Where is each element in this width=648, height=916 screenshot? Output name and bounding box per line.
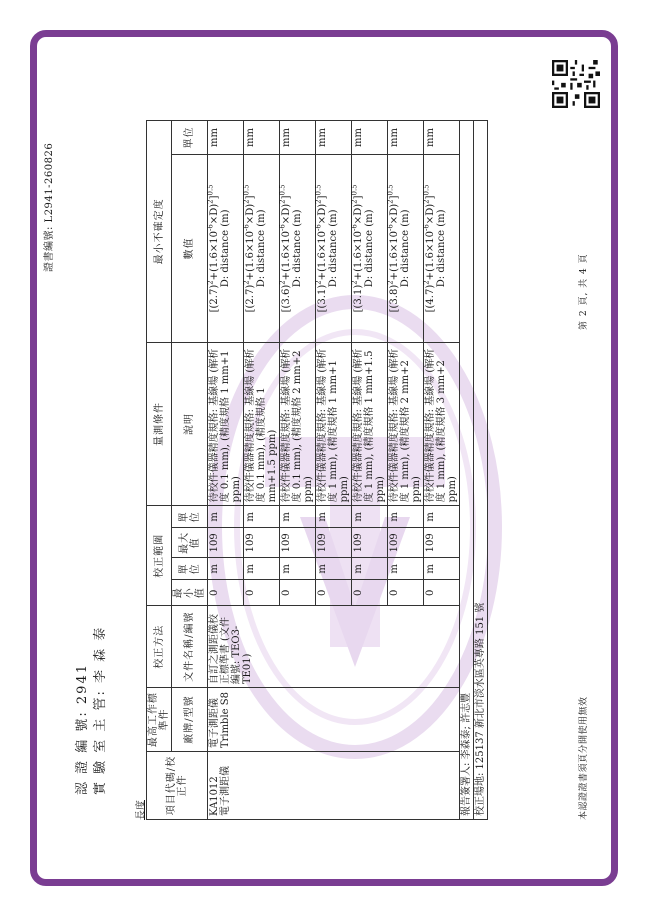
certificate-frame	[30, 30, 618, 886]
header-method-sub: 文件名稱/編號	[172, 606, 208, 688]
sup-half: 0.5	[314, 184, 323, 196]
max-value: 109	[280, 528, 316, 558]
uncertainty	[244, 155, 280, 343]
accreditation-number: 認 證 編 號: 2941	[75, 663, 90, 795]
sup-2: 2	[386, 280, 395, 285]
item-name: 電子測距儀	[220, 766, 231, 816]
category-underline	[144, 800, 145, 820]
sup-2: 2	[242, 280, 251, 285]
unc-b: +(1.6×10	[245, 231, 256, 281]
unc-c: ×D)	[209, 203, 220, 225]
uncertainty	[316, 155, 352, 343]
item-cell	[208, 752, 460, 820]
method-cell: 自訂之測距儀校正標準書 (文件編號: TEO3-TE01)	[208, 606, 460, 688]
max-value: 109	[424, 528, 460, 558]
header-max: 最大值	[172, 528, 208, 558]
unc-c: ×D)	[425, 203, 436, 225]
sup-2b: 2	[314, 199, 323, 204]
max-unit: m	[424, 506, 460, 528]
unc-dist: D: distance (m)	[292, 209, 303, 288]
max-unit: m	[316, 506, 352, 528]
site: 校正場地: 125137 新北市淡水區英專路 151 號	[474, 121, 488, 820]
unc-b: +(1.6×10	[317, 231, 328, 281]
sup-2: 2	[350, 280, 359, 285]
rotated-page	[34, 40, 608, 886]
sup-half: 0.5	[206, 184, 215, 196]
min-unit: m	[352, 558, 388, 580]
sup-2: 2	[422, 280, 431, 285]
max-unit: m	[352, 506, 388, 528]
uncertainty	[208, 155, 244, 343]
unc-c: ×D)	[317, 203, 328, 225]
unc-c: ×D)	[353, 203, 364, 225]
header-range: 校正範圍	[147, 506, 172, 606]
min-unit: m	[424, 558, 460, 580]
unc-d: ]	[281, 195, 292, 200]
condition: 待校件儀器精度規格: 基線場 (解析度 1 mm), (精度規格 2 mm+2 ppm)	[388, 342, 424, 506]
min-unit: m	[244, 558, 280, 580]
unc-dist: D: distance (m)	[328, 209, 339, 288]
header-cond-sub: 說明	[172, 342, 208, 506]
unc-unit: mm	[424, 121, 460, 155]
unc-c: ×D)	[389, 203, 400, 225]
max-value: 109	[244, 528, 280, 558]
unc-dist: D: distance (m)	[220, 209, 231, 288]
condition: 待校件儀器精度規格: 基線場 (解析度 0.1 mm), (精度規格 2 mm+2 ppm)	[280, 342, 316, 506]
condition: 待校件儀器精度規格: 基線場 (解析度 0.1 mm), (精度規格 1 mm+1.5 ppm)	[244, 342, 280, 506]
condition: 待校件儀器精度規格: 基線場 (解析度 0.1 mm), (精度規格 1 mm+1 ppm)	[208, 342, 244, 506]
sup-2: 2	[278, 280, 287, 285]
header-std-sub: 廠牌/型號	[172, 688, 208, 752]
qr-code-icon[interactable]	[552, 60, 600, 108]
unc-unit: mm	[316, 121, 352, 155]
sup-half: 0.5	[386, 184, 395, 196]
unc-c: ×D)	[281, 203, 292, 225]
unc-a: [(2.7)	[209, 284, 220, 313]
unc-d: ]	[389, 195, 400, 200]
unc-b: +(1.6×10	[281, 231, 292, 281]
sup-2b: 2	[242, 199, 251, 204]
min-value: 0	[352, 580, 388, 606]
unc-a: [(4.7)	[425, 284, 436, 313]
sup-2b: 2	[350, 199, 359, 204]
sup-neg6: -6	[422, 224, 431, 232]
min-value: 0	[280, 580, 316, 606]
header-std: 最高工作標準件	[147, 688, 172, 752]
uncertainty	[352, 155, 388, 343]
unc-a: [(3.8)	[389, 284, 400, 313]
unc-a: [(2.7)	[245, 284, 256, 313]
max-unit: m	[388, 506, 424, 528]
header-method: 校正方法	[147, 606, 172, 688]
uncertainty	[280, 155, 316, 343]
max-value: 109	[352, 528, 388, 558]
category-label: 長度	[136, 800, 147, 820]
std-cell: 電子測距儀 Trimble S8	[208, 688, 460, 752]
uncertainty	[388, 155, 424, 343]
unc-unit: mm	[280, 121, 316, 155]
max-value: 109	[388, 528, 424, 558]
condition: 待校件儀器精度規格: 基線場 (解析度 1 mm), (精度規格 1 mm+1.5 ppm)	[352, 342, 388, 506]
min-unit: m	[316, 558, 352, 580]
unc-d: ]	[317, 195, 328, 200]
unc-c: ×D)	[245, 203, 256, 225]
max-value: 109	[208, 528, 244, 558]
sup-neg6: -6	[386, 224, 395, 232]
unc-unit: mm	[352, 121, 388, 155]
max-unit: m	[280, 506, 316, 528]
bottom-note: 本認證證書須頁分開使用無效	[579, 696, 589, 820]
sup-neg6: -6	[350, 224, 359, 232]
sup-2b: 2	[422, 199, 431, 204]
min-value: 0	[208, 580, 244, 606]
sup-neg6: -6	[314, 224, 323, 232]
unc-a: [(3.6)	[281, 284, 292, 313]
unc-b: +(1.6×10	[425, 231, 436, 281]
sup-half: 0.5	[422, 184, 431, 196]
calibration-table	[146, 120, 488, 820]
unc-a: [(3.1)	[353, 284, 364, 313]
sup-neg6: -6	[242, 224, 251, 232]
certificate-number: 證書編號: L2941-260826	[44, 142, 55, 272]
unc-b: +(1.6×10	[209, 231, 220, 281]
unc-d: ]	[245, 195, 256, 200]
header-unit: 單位	[172, 558, 208, 580]
condition: 待校件儀器精度規格: 基線場 (解析度 1 mm), (精度規格 3 mm+2 ppm)	[424, 342, 460, 506]
min-unit: m	[208, 558, 244, 580]
condition: 待校件儀器精度規格: 基線場 (解析度 1 mm), (精度規格 1 mm+1 ppm)	[316, 342, 352, 506]
sup-2: 2	[314, 280, 323, 285]
unc-b: +(1.6×10	[353, 231, 364, 281]
max-unit: m	[208, 506, 244, 528]
min-value: 0	[388, 580, 424, 606]
unc-dist: D: distance (m)	[436, 209, 447, 288]
unc-unit: mm	[244, 121, 280, 155]
header-item: 項目代碼/校正件	[147, 752, 208, 820]
sup-half: 0.5	[278, 184, 287, 196]
sup-half: 0.5	[350, 184, 359, 196]
lab-head: 實 驗 室 主 管: 李 森 泰	[93, 625, 108, 795]
sup-2b: 2	[206, 199, 215, 204]
header-cond: 量測條件	[147, 342, 172, 506]
signatories: 報告簽署人: 李森泰; 許志豐	[460, 121, 474, 820]
uncertainty	[424, 155, 460, 343]
sup-neg6: -6	[206, 224, 215, 232]
sup-2b: 2	[278, 199, 287, 204]
header-unc: 最小不確定度	[147, 121, 172, 343]
min-unit: m	[388, 558, 424, 580]
sup-neg6: -6	[278, 224, 287, 232]
page-number: 第 2 頁, 共 4 頁	[579, 253, 589, 330]
unc-a: [(3.1)	[317, 284, 328, 313]
header-value: 數值	[172, 155, 208, 343]
header-unit2: 單位	[172, 506, 208, 528]
min-value: 0	[244, 580, 280, 606]
sup-2b: 2	[386, 199, 395, 204]
unc-unit: mm	[208, 121, 244, 155]
table-body	[208, 121, 460, 820]
min-value: 0	[424, 580, 460, 606]
sup-half: 0.5	[242, 184, 251, 196]
unc-d: ]	[425, 195, 436, 200]
max-value: 109	[316, 528, 352, 558]
unc-d: ]	[209, 195, 220, 200]
unc-d: ]	[353, 195, 364, 200]
unc-unit: mm	[388, 121, 424, 155]
table-row	[208, 121, 244, 820]
unc-dist: D: distance (m)	[400, 209, 411, 288]
min-value: 0	[316, 580, 352, 606]
max-unit: m	[244, 506, 280, 528]
sup-2: 2	[206, 280, 215, 285]
unc-b: +(1.6×10	[389, 231, 400, 281]
header-unc-unit: 單位	[172, 121, 208, 155]
item-code: KA1012	[209, 776, 220, 816]
unc-dist: D: distance (m)	[256, 209, 267, 288]
unc-dist: D: distance (m)	[364, 209, 375, 288]
header-min: 最小值	[172, 580, 208, 606]
min-unit: m	[280, 558, 316, 580]
